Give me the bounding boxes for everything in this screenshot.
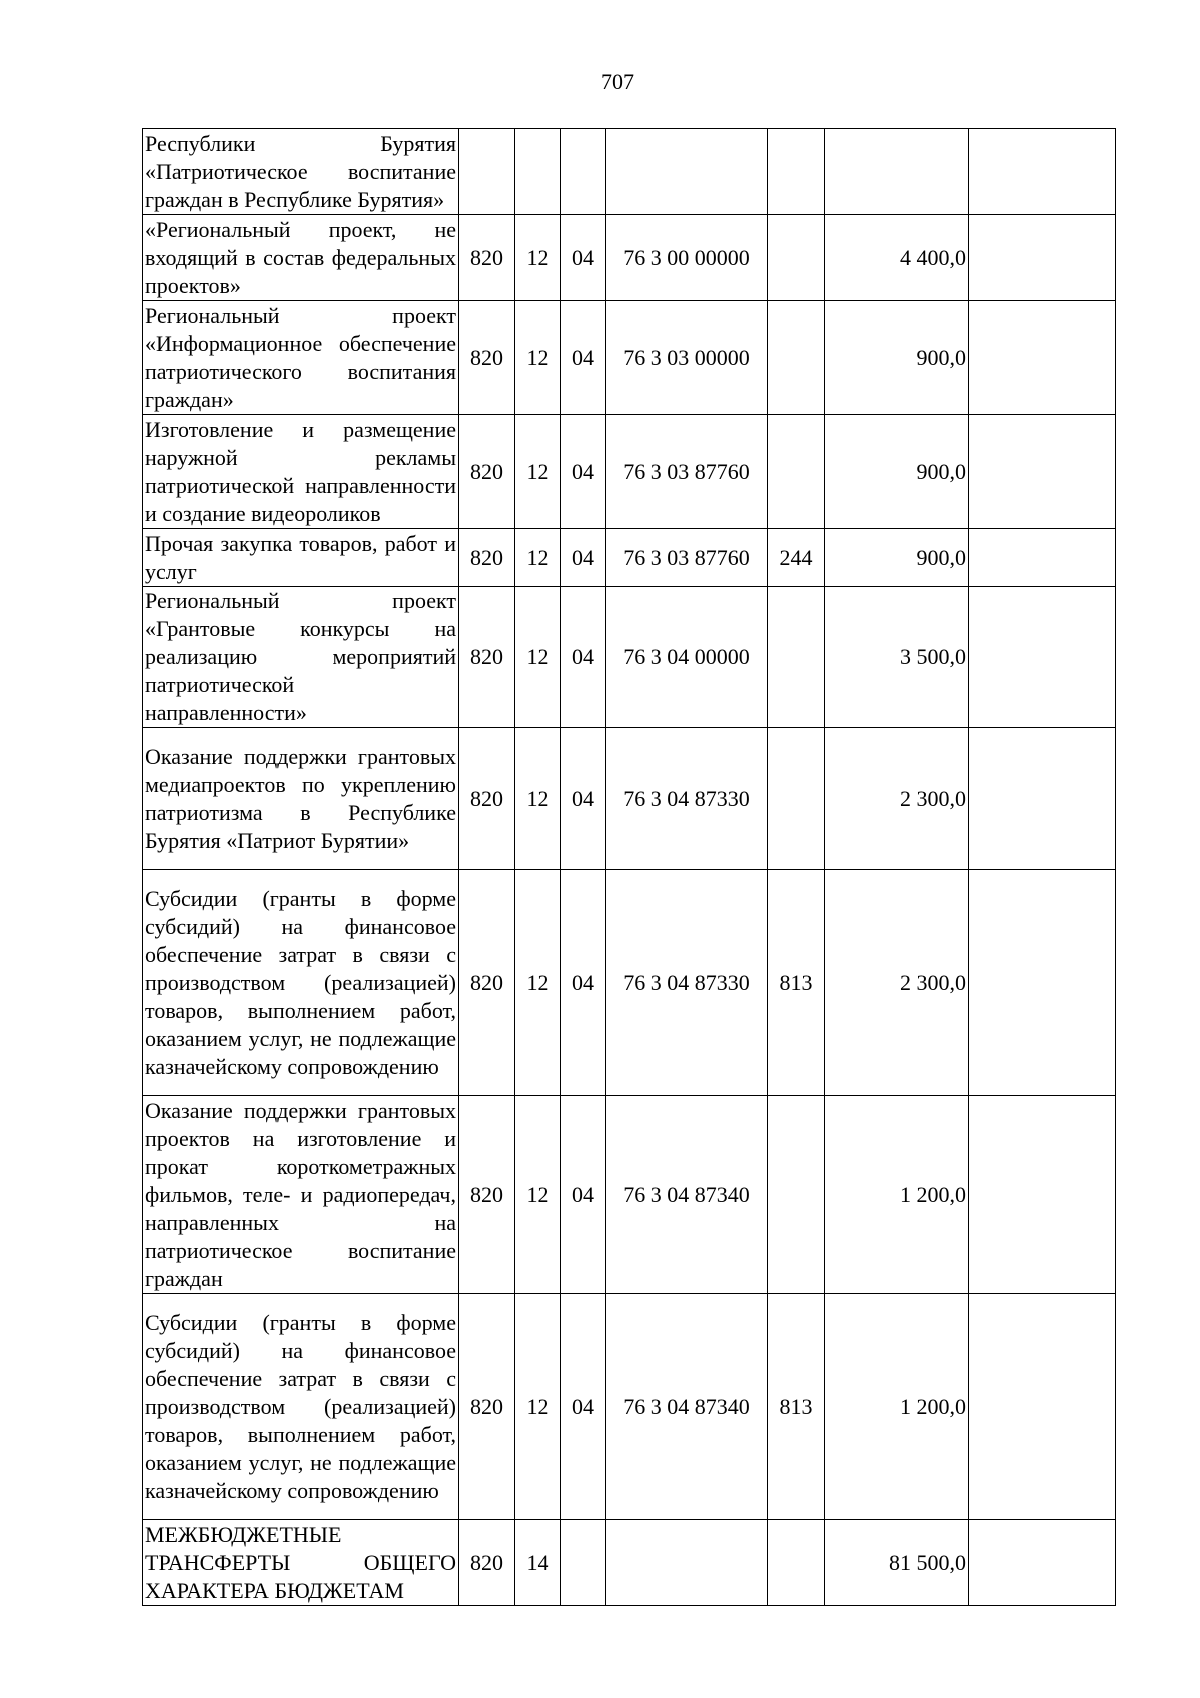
extra-cell	[969, 415, 1116, 529]
extra-cell	[969, 1520, 1116, 1606]
podrazdel-cell: 04	[561, 728, 606, 870]
razdel-cell: 12	[515, 587, 561, 728]
row-name-cell: МЕЖБЮДЖЕТНЫЕ ТРАНСФЕРТЫ ОБЩЕГО ХАРАКТЕРА БЮДЖЕТАМ	[143, 1520, 459, 1606]
podrazdel-cell	[561, 1520, 606, 1606]
vr-cell	[768, 215, 825, 301]
row-name-cell: Изготовление и размещение наружной рекламы патриотической направленности и создание видеороликов	[143, 415, 459, 529]
table-row	[143, 529, 1116, 587]
vr-cell	[768, 587, 825, 728]
csr-cell: 76 3 00 00000	[606, 215, 768, 301]
vr-cell	[768, 129, 825, 215]
table-row	[143, 415, 1116, 529]
podrazdel-cell: 04	[561, 415, 606, 529]
amount-cell	[825, 129, 969, 215]
ved-cell: 820	[459, 215, 515, 301]
extra-cell	[969, 529, 1116, 587]
extra-cell	[969, 587, 1116, 728]
amount-cell: 3 500,0	[825, 587, 969, 728]
extra-cell	[969, 301, 1116, 415]
ved-cell: 820	[459, 1520, 515, 1606]
vr-cell	[768, 415, 825, 529]
row-name-cell: Субсидии (гранты в форме субсидий) на финансовое обеспечение затрат в связи с производством (реализацией) товаров, выполнением работ, оказанием услуг, не подлежащие казначейскому сопровождению	[143, 870, 459, 1096]
extra-cell	[969, 728, 1116, 870]
razdel-cell: 12	[515, 1096, 561, 1294]
extra-cell	[969, 870, 1116, 1096]
extra-cell	[969, 1096, 1116, 1294]
amount-cell: 900,0	[825, 301, 969, 415]
podrazdel-cell: 04	[561, 870, 606, 1096]
table-row	[143, 1520, 1116, 1606]
amount-cell: 2 300,0	[825, 870, 969, 1096]
amount-cell: 2 300,0	[825, 728, 969, 870]
row-name-cell: Субсидии (гранты в форме субсидий) на финансовое обеспечение затрат в связи с производством (реализацией) товаров, выполнением работ, оказанием услуг, не подлежащие казначейскому сопровождению	[143, 1294, 459, 1520]
ved-cell: 820	[459, 728, 515, 870]
ved-cell: 820	[459, 415, 515, 529]
table-row	[143, 215, 1116, 301]
row-name-cell: Региональный проект «Грантовые конкурсы на реализацию мероприятий патриотической направленности»	[143, 587, 459, 728]
ved-cell: 820	[459, 1096, 515, 1294]
podrazdel-cell: 04	[561, 301, 606, 415]
table-row	[143, 870, 1116, 1096]
ved-cell	[459, 129, 515, 215]
csr-cell	[606, 129, 768, 215]
csr-cell: 76 3 04 87330	[606, 728, 768, 870]
vr-cell: 813	[768, 870, 825, 1096]
vr-cell: 244	[768, 529, 825, 587]
csr-cell: 76 3 04 87340	[606, 1294, 768, 1520]
ved-cell: 820	[459, 870, 515, 1096]
podrazdel-cell: 04	[561, 1294, 606, 1520]
vr-cell	[768, 1520, 825, 1606]
vr-cell: 813	[768, 1294, 825, 1520]
row-name-cell: Республики Бурятия «Патриотическое воспитание граждан в Республике Бурятия»	[143, 129, 459, 215]
ved-cell: 820	[459, 587, 515, 728]
table-row	[143, 301, 1116, 415]
csr-cell	[606, 1520, 768, 1606]
csr-cell: 76 3 03 87760	[606, 415, 768, 529]
row-name-cell: Оказание поддержки грантовых медиапроектов по укреплению патриотизма в Республике Бурятия «Патриот Бурятии»	[143, 728, 459, 870]
extra-cell	[969, 1294, 1116, 1520]
razdel-cell: 12	[515, 415, 561, 529]
razdel-cell: 12	[515, 215, 561, 301]
page-number: 707	[601, 69, 634, 94]
ved-cell: 820	[459, 301, 515, 415]
amount-cell: 4 400,0	[825, 215, 969, 301]
vr-cell	[768, 301, 825, 415]
ved-cell: 820	[459, 529, 515, 587]
ved-cell: 820	[459, 1294, 515, 1520]
csr-cell: 76 3 04 00000	[606, 587, 768, 728]
razdel-cell: 12	[515, 1294, 561, 1520]
razdel-cell: 12	[515, 301, 561, 415]
podrazdel-cell: 04	[561, 215, 606, 301]
amount-cell: 1 200,0	[825, 1294, 969, 1520]
podrazdel-cell: 04	[561, 529, 606, 587]
podrazdel-cell: 04	[561, 587, 606, 728]
extra-cell	[969, 215, 1116, 301]
table-row	[143, 728, 1116, 870]
table-row	[143, 1096, 1116, 1294]
extra-cell	[969, 129, 1116, 215]
amount-cell: 900,0	[825, 415, 969, 529]
table-row	[143, 587, 1116, 728]
row-name-cell: «Региональный проект, не входящий в состав федеральных проектов»	[143, 215, 459, 301]
vr-cell	[768, 1096, 825, 1294]
razdel-cell: 12	[515, 870, 561, 1096]
razdel-cell: 12	[515, 529, 561, 587]
amount-cell: 900,0	[825, 529, 969, 587]
vr-cell	[768, 728, 825, 870]
csr-cell: 76 3 03 00000	[606, 301, 768, 415]
budget-table	[142, 128, 1116, 1606]
razdel-cell	[515, 129, 561, 215]
razdel-cell: 12	[515, 728, 561, 870]
podrazdel-cell: 04	[561, 1096, 606, 1294]
razdel-cell: 14	[515, 1520, 561, 1606]
podrazdel-cell	[561, 129, 606, 215]
amount-cell: 1 200,0	[825, 1096, 969, 1294]
table-row	[143, 129, 1116, 215]
row-name-cell: Оказание поддержки грантовых проектов на изготовление и прокат короткометражных фильмов, теле- и радиопередач, направленных на патриотическое воспитание граждан	[143, 1096, 459, 1294]
csr-cell: 76 3 04 87340	[606, 1096, 768, 1294]
table-row	[143, 1294, 1116, 1520]
amount-cell: 81 500,0	[825, 1520, 969, 1606]
row-name-cell: Региональный проект «Информационное обеспечение патриотического воспитания граждан»	[143, 301, 459, 415]
csr-cell: 76 3 03 87760	[606, 529, 768, 587]
row-name-cell: Прочая закупка товаров, работ и услуг	[143, 529, 459, 587]
csr-cell: 76 3 04 87330	[606, 870, 768, 1096]
